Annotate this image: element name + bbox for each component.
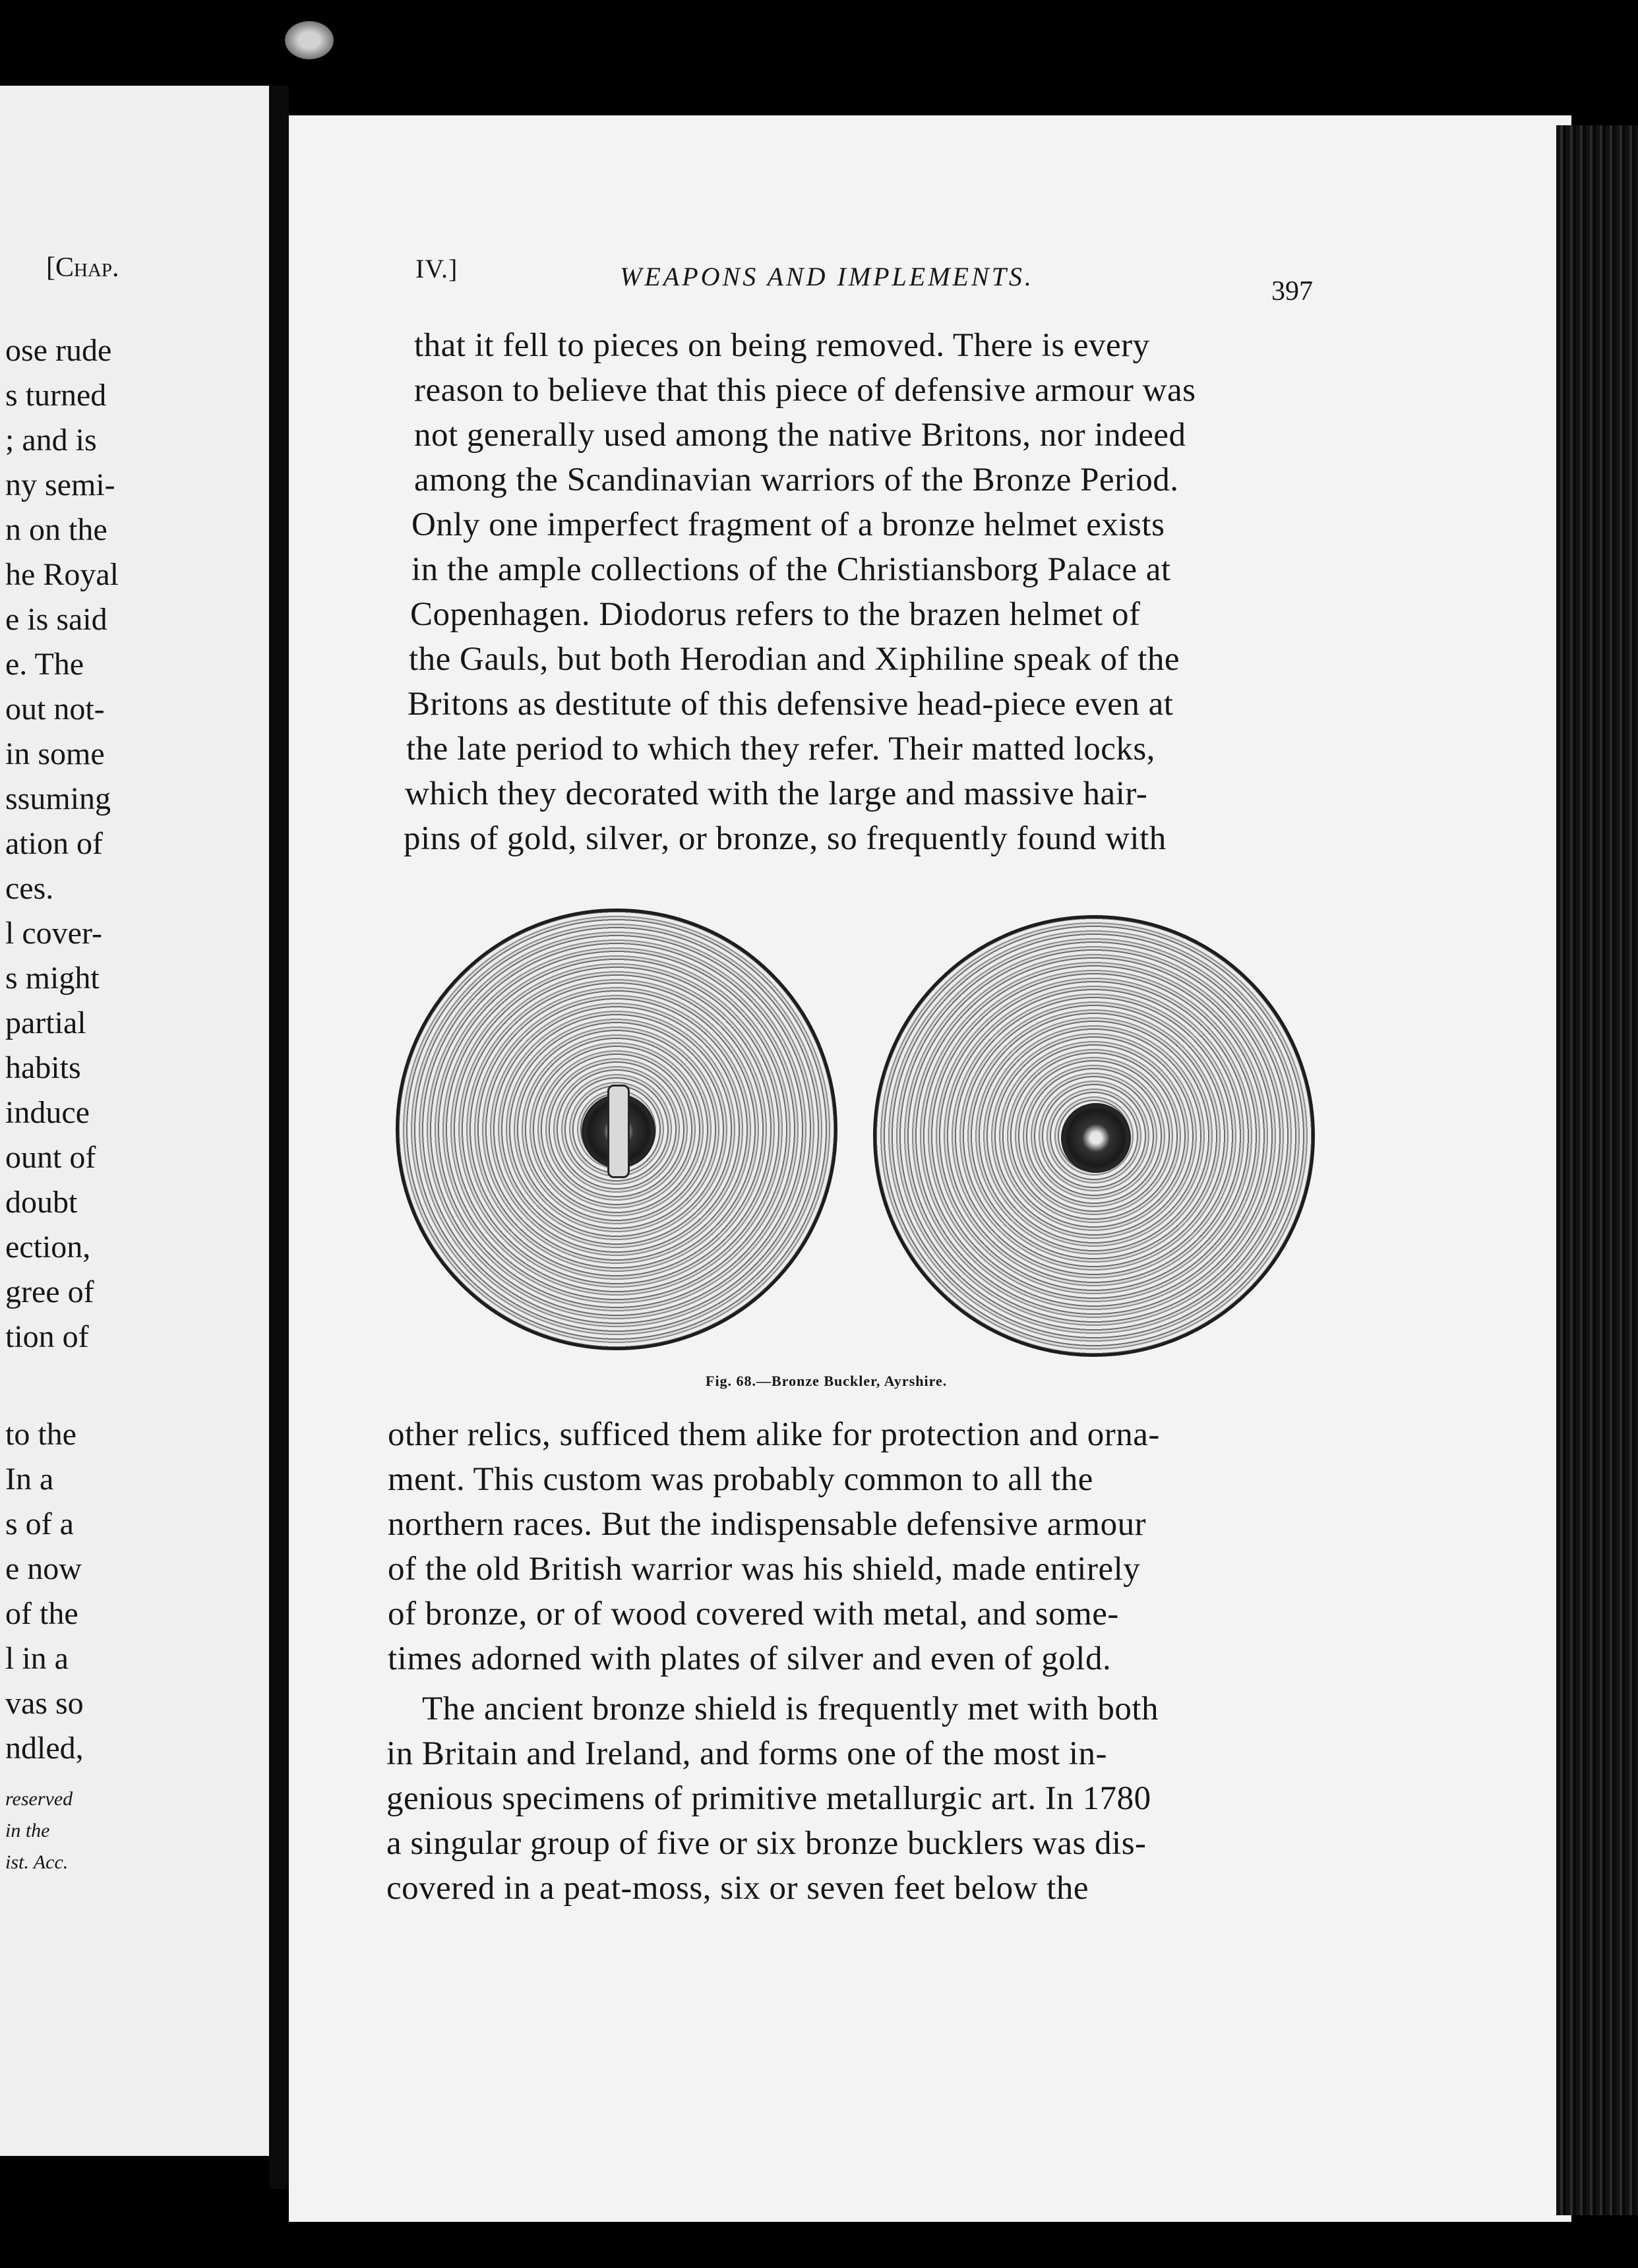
body-line: not generally used among the native Britons, nor indeed bbox=[414, 417, 1186, 454]
body-line: which they decorated with the large and massive hair- bbox=[405, 775, 1148, 812]
left-line: gree of bbox=[5, 1274, 94, 1309]
page-number: 397 bbox=[1271, 276, 1313, 307]
book-gutter bbox=[269, 86, 289, 2189]
footnote-line: reserved bbox=[5, 1788, 73, 1810]
left-line: doubt bbox=[5, 1185, 78, 1220]
left-line: s might bbox=[5, 961, 100, 996]
body-line: Britons as destitute of this defensive head-piece even at bbox=[408, 686, 1174, 723]
figure-bronze-bucklers bbox=[389, 898, 1319, 1373]
body-line: of bronze, or of wood covered with metal, and some- bbox=[388, 1596, 1119, 1632]
left-line: partial bbox=[5, 1005, 86, 1040]
buckler-back-view bbox=[396, 909, 837, 1350]
left-line: l in a bbox=[5, 1641, 69, 1676]
body-line: Copenhagen. Diodorus refers to the brazen helmet of bbox=[410, 596, 1141, 633]
body-line: the late period to which they refer. Their matted locks, bbox=[406, 731, 1155, 767]
left-line: induce bbox=[5, 1095, 90, 1130]
body-line: of the old British warrior was his shield, made entirely bbox=[388, 1551, 1141, 1588]
body-line: Only one imperfect fragment of a bronze helmet exists bbox=[411, 506, 1165, 543]
body-line: pins of gold, silver, or bronze, so frequently found with bbox=[404, 820, 1167, 857]
body-line: covered in a peat-moss, six or seven feet below the bbox=[386, 1870, 1089, 1907]
body-line: northern races. But the indispensable defensive armour bbox=[388, 1506, 1147, 1543]
body-line: times adorned with plates of silver and even of gold. bbox=[388, 1640, 1112, 1677]
left-line: e is said bbox=[5, 602, 107, 637]
footnote-line: in the bbox=[5, 1820, 50, 1841]
body-line: that it fell to pieces on being removed. There is every bbox=[414, 327, 1150, 364]
left-line: e now bbox=[5, 1551, 82, 1586]
left-line: tion of bbox=[5, 1319, 89, 1354]
chapter-marker: IV.] bbox=[415, 254, 458, 284]
running-title: WEAPONS AND IMPLEMENTS. bbox=[620, 262, 1034, 291]
left-line: ation of bbox=[5, 826, 103, 861]
left-line: of the bbox=[5, 1596, 78, 1631]
left-line: ection, bbox=[5, 1230, 91, 1265]
left-line: ; and is bbox=[5, 423, 97, 458]
left-line: vas so bbox=[5, 1686, 84, 1721]
body-line: genious specimens of primitive metallurgic art. In 1780 bbox=[386, 1780, 1151, 1817]
page-edges bbox=[1556, 125, 1638, 2215]
figure-caption: Fig. 68.—Bronze Buckler, Ayrshire. bbox=[706, 1373, 948, 1389]
left-line: In a bbox=[5, 1462, 54, 1497]
left-line: e. The bbox=[5, 647, 84, 682]
left-line: to the bbox=[5, 1417, 76, 1452]
left-line: ount of bbox=[5, 1140, 96, 1175]
left-line: out not- bbox=[5, 692, 105, 727]
left-line: ces. bbox=[5, 871, 54, 906]
left-line: habits bbox=[5, 1050, 81, 1085]
body-line: other relics, sufficed them alike for protection and orna- bbox=[388, 1416, 1160, 1453]
body-line: among the Scandinavian warriors of the Bronze Period. bbox=[414, 462, 1179, 498]
body-line: ment. This custom was probably common to all the bbox=[388, 1461, 1093, 1498]
left-line: ose rude bbox=[5, 333, 112, 368]
body-line: the Gauls, but both Herodian and Xiphiline speak of the bbox=[409, 641, 1180, 678]
left-line: l cover- bbox=[5, 916, 102, 951]
buckler-boss bbox=[1061, 1103, 1131, 1173]
body-line: reason to believe that this piece of defensive armour was bbox=[414, 372, 1196, 409]
body-line: in Britain and Ireland, and forms one of the most in- bbox=[386, 1735, 1107, 1772]
left-line: ssuming bbox=[5, 781, 111, 816]
left-line: in some bbox=[5, 736, 105, 771]
body-line: a singular group of five or six bronze bucklers was dis- bbox=[386, 1825, 1147, 1862]
footnote-line: ist. Acc. bbox=[5, 1851, 69, 1873]
left-line: ndled, bbox=[5, 1731, 84, 1766]
left-line: he Royal bbox=[5, 557, 119, 592]
scan-smudge bbox=[285, 21, 334, 59]
left-line: ny semi- bbox=[5, 467, 115, 502]
body-line: in the ample collections of the Christiansborg Palace at bbox=[411, 551, 1171, 588]
body-line: The ancient bronze shield is frequently met with both bbox=[422, 1690, 1159, 1727]
buckler-handle bbox=[607, 1085, 630, 1178]
buckler-front-view bbox=[873, 915, 1315, 1357]
left-page-header: [Chap. bbox=[46, 253, 119, 283]
left-line: n on the bbox=[5, 512, 107, 547]
left-line: s of a bbox=[5, 1507, 74, 1541]
left-line: s turned bbox=[5, 378, 107, 413]
